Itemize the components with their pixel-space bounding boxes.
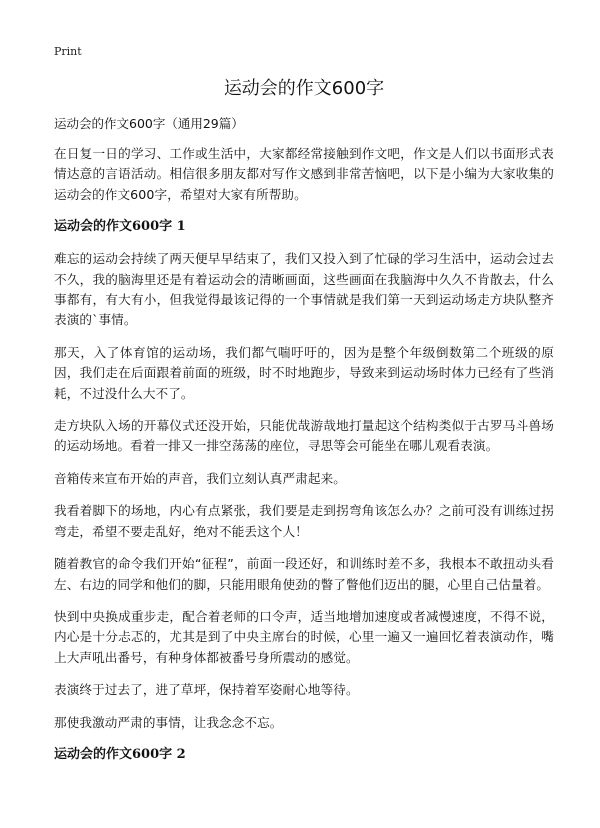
print-label: Print xyxy=(54,45,82,58)
document-subtitle: 运动会的作文600字（通用29篇） xyxy=(54,116,244,131)
paragraph-9: 那使我激动严肃的事情，让我念念不忘。 xyxy=(54,714,283,730)
paragraph-8: 表演终于过去了，进了草坪，保持着军姿耐心地等待。 xyxy=(54,682,359,698)
paragraph-3: 走方块队入场的开幕仪式还没开始，只能优哉游哉地打量起这个结构类似于古罗马斗兽场的运动场地。看着一排又一排空荡荡的座位，寻思等会可能坐在哪儿观看表演。 xyxy=(54,418,554,454)
intro-paragraph: 在日复一日的学习、工作或生活中，大家都经常接触到作文吧，作文是人们以书面形式表情达意的言语活动。相信很多朋友都对写作文感到非常苦恼吧，以下是小编为大家收集的运动会的作文600字，希望对大家有所帮助。 xyxy=(54,146,554,202)
paragraph-1: 难忘的运动会持续了两天便早早结束了，我们又投入到了忙碌的学习生活中，运动会过去不久，我的脑海里还是有着运动会的清晰画面，这些画面在我脑海中久久不肯散去，什么事都有，有大有小，但我觉得最该记得的一个事情就是我们第一天到运动场走方块队整齐表演的`事情。 xyxy=(54,251,554,328)
paragraph-6: 随着教官的命令我们开始“征程”，前面一段还好，和训练时差不多，我根本不敢扭动头看左、右边的同学和他们的脚，只能用眼角使劲的瞥了瞥他们迈出的腿，心里自己估量着。 xyxy=(54,556,554,592)
section-heading-1: 运动会的作文600字 1 xyxy=(54,219,186,235)
paragraph-2: 那天，入了体育馆的运动场，我们都气喘吁吁的，因为是整个年级倒数第二个班级的原因，我们走在后面跟着前面的班级，时不时地跑步，导致来到运动场时体力已经有了些消耗，不过没什么大不了。 xyxy=(54,344,554,401)
paragraph-7: 快到中央换成重步走，配合着老师的口令声，适当地增加速度或者减慢速度，不得不说，内心是十分忐忑的，尤其是到了中央主席台的时候，心里一遍又一遍回忆着表演动作，嘴上大声吼出番号，有种身体都被番号身所震动的感觉。 xyxy=(54,608,554,665)
paragraph-5: 我看着脚下的场地，内心有点紧张，我们要是走到拐弯角该怎么办？之前可没有训练过拐弯走，希望不要走乱好，绝对不能丢这个人！ xyxy=(54,503,554,539)
paragraph-4: 音箱传来宣布开始的声音，我们立刻认真严肃起来。 xyxy=(54,470,346,486)
page-title: 运动会的作文600字 xyxy=(223,78,385,99)
section-heading-2: 运动会的作文600字 2 xyxy=(54,746,186,762)
